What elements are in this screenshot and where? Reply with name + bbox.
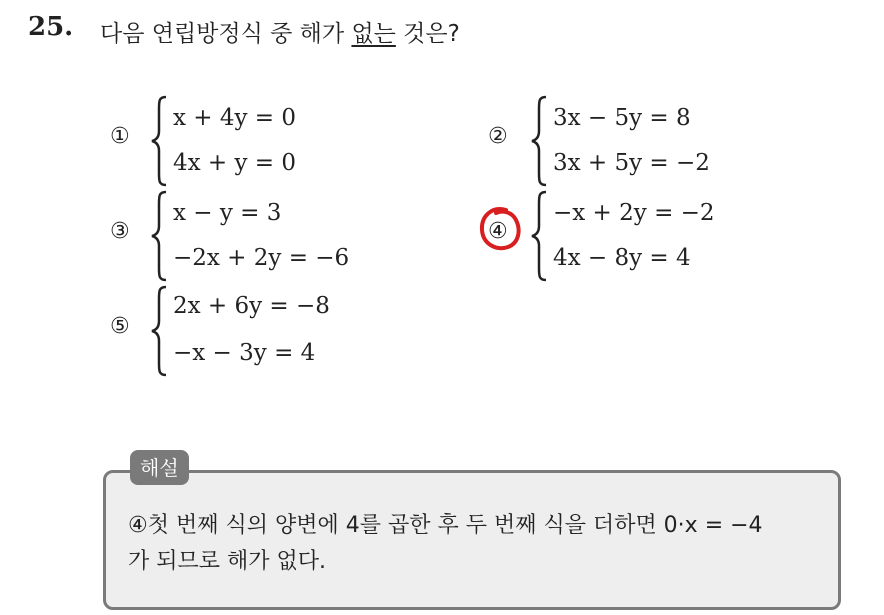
- question-number: 25.: [28, 12, 74, 42]
- question-text-after: 것은?: [395, 21, 460, 47]
- option-4-eq1: −x + 2y = −2: [553, 200, 715, 226]
- question-text: [100, 15, 460, 48]
- option-3-brace: [150, 190, 170, 282]
- option-2-marker[interactable]: ②: [488, 124, 508, 149]
- option-4-brace: [530, 190, 550, 282]
- question-text-before: 다음 연립방정식 중 해가: [100, 21, 352, 47]
- option-3-eq1: x − y = 3: [173, 200, 282, 226]
- option-3-marker[interactable]: ③: [110, 219, 130, 244]
- solution-line-2: 가 되므로 해가 없다.: [128, 549, 326, 574]
- option-5-eq2: −x − 3y = 4: [173, 340, 316, 366]
- option-4-eq2: 4x − 8y = 4: [553, 245, 691, 271]
- option-1-eq1: x + 4y = 0: [173, 105, 297, 131]
- solution-line-1: ④첫 번째 식의 양변에 4를 곱한 후 두 번째 식을 더하면 0·x = −4: [128, 513, 763, 538]
- solution-text: [128, 508, 828, 580]
- solution-tag: 해설: [130, 450, 189, 485]
- option-4-marker[interactable]: ④: [488, 219, 508, 244]
- option-2-eq1: 3x − 5y = 8: [553, 105, 691, 131]
- option-1-eq2: 4x + y = 0: [173, 150, 297, 176]
- question-text-underlined: 없는: [351, 21, 396, 47]
- option-2-eq2: 3x + 5y = −2: [553, 150, 710, 176]
- option-5-eq1: 2x + 6y = −8: [173, 293, 330, 319]
- option-1-marker[interactable]: ①: [110, 124, 130, 149]
- option-1-brace: [150, 95, 170, 187]
- option-2-brace: [530, 95, 550, 187]
- option-5-marker[interactable]: ⑤: [110, 314, 130, 339]
- option-5-brace: [150, 285, 170, 377]
- option-3-eq2: −2x + 2y = −6: [173, 245, 350, 271]
